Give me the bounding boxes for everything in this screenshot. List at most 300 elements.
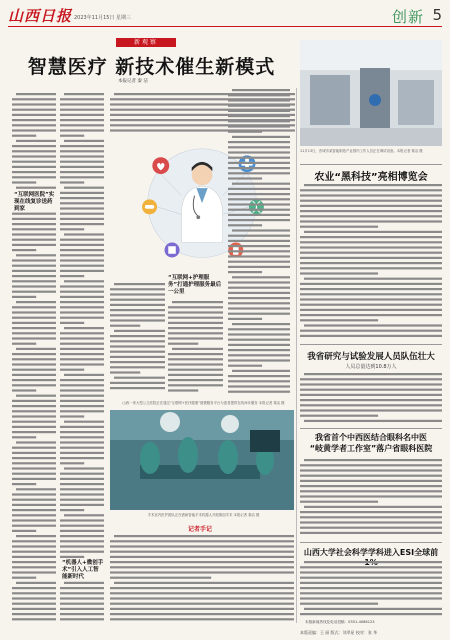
text-line [300, 485, 442, 487]
text-line [16, 535, 56, 537]
story-agri-tech-title: 农业“黑科技”亮相博览会 [314, 172, 428, 183]
text-line [60, 613, 104, 615]
text-line [12, 561, 56, 563]
text-line [60, 348, 104, 350]
text-line [64, 374, 104, 376]
text-line [12, 311, 56, 313]
text-line [12, 363, 56, 365]
text-line [228, 177, 262, 179]
text-line [228, 385, 290, 387]
text-line [304, 231, 442, 233]
body-text-lines [300, 183, 442, 338]
text-line [12, 228, 56, 230]
text-line [60, 452, 104, 454]
text-line [300, 577, 442, 579]
text-line [60, 457, 104, 459]
news-hotline: 本版新闻热线及电话投稿：0351-4086123 [305, 620, 375, 624]
text-line [12, 124, 56, 126]
text-line [12, 109, 56, 111]
text-line [60, 343, 104, 345]
text-line [110, 288, 165, 290]
text-line [12, 452, 56, 454]
text-line [110, 293, 165, 295]
text-line [228, 188, 290, 190]
pill-icon [142, 199, 157, 214]
text-line [12, 322, 56, 324]
text-line [12, 618, 56, 620]
text-line [228, 250, 290, 252]
text-line [110, 603, 294, 605]
text-line [300, 283, 442, 285]
subhead-nursing: “互联网+护理服务”打通护理服务最后一公里 [168, 275, 222, 295]
text-line [60, 249, 104, 251]
text-line [304, 184, 442, 186]
text-line [232, 136, 290, 138]
story-rd-staff-body [300, 372, 442, 424]
text-line [60, 369, 84, 371]
text-line [60, 109, 104, 111]
text-line [300, 200, 442, 202]
text-line [60, 535, 104, 537]
text-line [300, 383, 442, 385]
text-line [300, 257, 442, 259]
body-col-1 [12, 92, 56, 622]
text-line [12, 332, 56, 334]
text-line [16, 488, 56, 490]
text-line [300, 378, 442, 380]
text-line [12, 327, 56, 329]
text-line [12, 514, 56, 516]
text-line [228, 115, 290, 117]
text-line [300, 394, 442, 396]
text-line [60, 311, 104, 313]
text-line [228, 151, 290, 153]
text-line [228, 125, 290, 127]
text-line [12, 504, 56, 506]
text-line [228, 105, 290, 107]
text-line [228, 302, 290, 304]
text-line [168, 358, 223, 360]
body-text-lines [12, 92, 56, 622]
text-line [12, 597, 56, 599]
text-line [228, 131, 262, 133]
text-line [110, 597, 294, 599]
masthead [8, 5, 442, 27]
text-line [12, 587, 56, 589]
body-text-lines [300, 458, 442, 538]
text-line [168, 317, 223, 319]
text-line [114, 330, 165, 332]
text-line [228, 120, 290, 122]
text-line [60, 587, 104, 589]
text-line [60, 244, 104, 246]
text-line [228, 193, 290, 195]
text-line [110, 613, 294, 615]
text-line [304, 561, 442, 563]
text-line [60, 395, 104, 397]
text-line [12, 317, 56, 319]
text-line [60, 462, 84, 464]
section-name: 创新 [391, 8, 424, 26]
text-line [60, 129, 104, 131]
text-line [232, 229, 290, 231]
text-line [110, 577, 211, 579]
text-line [12, 135, 36, 137]
text-line [60, 436, 104, 438]
text-line [300, 210, 442, 212]
text-line [12, 285, 56, 287]
text-line [300, 469, 442, 471]
body-col-2 [60, 92, 104, 622]
text-line [110, 540, 294, 542]
text-line [300, 587, 442, 589]
text-line [12, 478, 56, 480]
text-line [12, 473, 56, 475]
editor-note-text [110, 534, 294, 624]
text-line [228, 245, 290, 247]
text-line [300, 521, 442, 523]
text-line [228, 162, 290, 164]
text-line [12, 540, 56, 542]
text-line [300, 480, 442, 482]
text-line [64, 140, 104, 142]
text-line [60, 493, 104, 495]
text-line [12, 155, 56, 157]
text-line [60, 98, 104, 100]
text-line [12, 374, 56, 376]
column-divider [296, 88, 297, 623]
text-line [12, 337, 56, 339]
text-line [12, 556, 56, 558]
story-esi-body [300, 560, 442, 616]
text-line [64, 233, 104, 235]
story-esi-title: 山西大学社会科学学科进入ESI全球前 [303, 548, 439, 557]
text-line [12, 161, 56, 163]
text-line [12, 483, 36, 485]
text-line [12, 467, 56, 469]
text-line [110, 571, 294, 573]
text-line [300, 464, 442, 466]
text-line [12, 296, 36, 298]
text-line [228, 349, 290, 351]
text-line [300, 490, 442, 492]
newspaper-logo: 山西日报 [8, 7, 73, 25]
text-line [228, 146, 290, 148]
text-line [110, 592, 294, 594]
text-line [12, 239, 56, 241]
text-line [64, 514, 104, 516]
text-line [304, 278, 442, 280]
text-line [60, 530, 104, 532]
text-line [300, 516, 442, 518]
story-divider [300, 542, 442, 543]
text-line [60, 192, 104, 194]
text-line [60, 213, 104, 215]
text-line [300, 495, 442, 497]
text-line [60, 358, 104, 360]
body-text-lines [110, 282, 165, 392]
text-line [300, 205, 442, 207]
text-line [60, 618, 104, 620]
text-line [60, 389, 104, 391]
text-line [12, 592, 56, 594]
text-line [16, 441, 56, 443]
text-line [16, 254, 56, 256]
text-line [228, 359, 290, 361]
text-line [228, 287, 290, 289]
text-line [228, 203, 290, 205]
text-line [300, 309, 442, 311]
text-line [16, 395, 56, 397]
text-line [60, 525, 104, 527]
text-line [228, 261, 290, 263]
text-line [12, 613, 56, 615]
text-line [232, 276, 290, 278]
text-line [228, 391, 290, 393]
text-line [110, 361, 165, 363]
text-line [110, 587, 294, 589]
text-line [60, 519, 104, 521]
text-line [300, 288, 442, 290]
text-line [110, 618, 294, 620]
text-line [300, 241, 442, 243]
text-line [228, 157, 290, 159]
text-line [232, 89, 290, 91]
text-line [60, 103, 104, 105]
text-line [64, 467, 104, 469]
text-line [60, 150, 104, 152]
text-line [60, 306, 104, 308]
text-line [64, 280, 104, 282]
text-line [228, 219, 290, 221]
text-line [60, 202, 104, 204]
text-line [12, 119, 56, 121]
text-line [300, 236, 442, 238]
text-line [228, 318, 262, 320]
story-eye-clinic-title-1: 我省首个中西医结合眼科名中医 [315, 433, 427, 442]
illustration-caption: 山西一家大型公立医院正在通过“互联网+医疗健康”便捷服务平台为患者提供在线问诊服务 本报记者 秦洁 摄 [122, 401, 285, 405]
text-line [12, 103, 56, 105]
text-line [12, 218, 56, 220]
text-line [60, 431, 104, 433]
text-line [60, 556, 84, 558]
text-line [60, 603, 104, 605]
surgery-photo-caption: 手术室内医护团队正在借助智能手术机器人开展微创手术 本报记者 秦洁 摄 [147, 513, 260, 517]
text-line [110, 325, 140, 327]
text-line [12, 306, 56, 308]
text-line [12, 150, 56, 152]
main-byline: 本报记者 秦 洁 [118, 79, 148, 84]
text-line [12, 405, 56, 407]
subhead-robot-surgery: “机器人+微创手术”引入人工智能新时代 [62, 560, 104, 580]
text-line [12, 410, 56, 412]
text-line [12, 603, 56, 605]
text-line [12, 379, 56, 381]
text-line [110, 299, 165, 301]
text-line [12, 421, 56, 423]
text-line [12, 431, 56, 433]
story-eye-clinic-body [300, 458, 442, 538]
text-line [60, 218, 104, 220]
story-divider [300, 344, 442, 345]
body-col-5 [168, 300, 223, 392]
text-line [64, 421, 104, 423]
text-line [60, 509, 84, 511]
text-line [60, 207, 104, 209]
text-line [228, 214, 290, 216]
text-line [110, 608, 294, 610]
body-text-lines [110, 534, 294, 624]
text-line [60, 155, 104, 157]
text-line [60, 597, 104, 599]
text-line [60, 259, 104, 261]
text-line [114, 535, 294, 537]
editor-note-title: 记者手记 [187, 526, 212, 533]
text-line [304, 373, 442, 375]
text-line [60, 545, 104, 547]
text-line [228, 172, 290, 174]
text-line [12, 129, 56, 131]
page-number: 5 [432, 6, 442, 24]
text-line [110, 304, 165, 306]
hospital-icon [165, 243, 180, 258]
text-line [110, 551, 294, 553]
text-line [12, 415, 56, 417]
text-line [60, 353, 104, 355]
text-line [12, 519, 56, 521]
text-line [12, 291, 56, 293]
surgery-photo [110, 410, 294, 510]
text-line [228, 240, 290, 242]
text-line [228, 99, 290, 101]
text-line [300, 226, 378, 228]
text-line [12, 462, 56, 464]
text-line [12, 551, 56, 553]
text-line [60, 176, 104, 178]
text-line [228, 328, 290, 330]
text-line [60, 254, 104, 256]
text-line [60, 265, 104, 267]
text-line [60, 478, 104, 480]
text-line [228, 141, 290, 143]
text-line [228, 354, 290, 356]
text-line [110, 314, 165, 316]
text-line [168, 379, 223, 381]
text-line [168, 353, 223, 355]
text-line [110, 556, 294, 558]
text-line [110, 382, 165, 384]
text-line [300, 335, 442, 337]
body-text-lines [228, 88, 290, 393]
text-line [228, 224, 262, 226]
text-line [110, 387, 165, 389]
text-line [168, 374, 223, 376]
issue-date: 2023年11月15日 星期三 [74, 15, 132, 21]
text-line [300, 582, 442, 584]
text-line [12, 436, 36, 438]
text-line [300, 252, 442, 254]
text-line [60, 181, 84, 183]
text-line [228, 375, 290, 377]
text-line [228, 94, 290, 96]
text-line [114, 283, 165, 285]
text-line [300, 304, 442, 306]
body-col-4 [110, 282, 165, 392]
text-line [300, 272, 378, 274]
text-line [110, 345, 165, 347]
text-line [228, 380, 290, 382]
text-line [300, 399, 442, 401]
text-line [168, 327, 223, 329]
text-line [60, 426, 104, 428]
text-line [300, 597, 442, 599]
story-divider [300, 164, 442, 165]
text-line [60, 161, 104, 163]
text-line [110, 356, 165, 358]
text-line [304, 459, 442, 461]
text-line [228, 198, 290, 200]
text-line [300, 566, 442, 568]
text-line [12, 176, 56, 178]
text-line [110, 561, 294, 563]
page-credits: 本版责编：王 丽 版式：刘翠星 校对：张 华 [300, 630, 378, 635]
text-line [12, 343, 36, 345]
text-line [60, 400, 104, 402]
text-line [300, 409, 442, 411]
text-line [12, 389, 36, 391]
text-line [16, 301, 56, 303]
text-line [300, 194, 442, 196]
text-line [168, 343, 198, 345]
text-line [228, 271, 262, 273]
body-text-lines [300, 560, 442, 616]
text-line [300, 404, 442, 406]
text-line [12, 275, 56, 277]
text-line [12, 280, 56, 282]
text-line [110, 309, 165, 311]
text-line [168, 332, 223, 334]
text-line [110, 366, 165, 368]
text-line [12, 244, 56, 246]
text-line [300, 293, 442, 295]
text-line [12, 114, 56, 116]
text-line [228, 235, 290, 237]
body-text-lines [60, 92, 104, 622]
body-text-lines [300, 372, 442, 424]
text-line [232, 370, 290, 372]
text-line [228, 365, 262, 367]
text-line [300, 215, 442, 217]
text-line [168, 363, 223, 365]
text-line [110, 319, 165, 321]
story-eye-clinic-title-2: “岐黄学者工作室”落户省眼科医院 [309, 444, 433, 453]
column-tag: 新观察 [116, 38, 176, 47]
text-line [16, 187, 56, 189]
story-rd-staff-title: 我省研究与试验发展人员队伍壮大 [307, 352, 435, 362]
text-line [232, 183, 290, 185]
text-line [12, 181, 36, 183]
text-line [300, 475, 442, 477]
text-line [12, 145, 56, 147]
text-line [60, 608, 104, 610]
text-line [16, 582, 56, 584]
text-line [60, 296, 104, 298]
text-line [12, 265, 56, 267]
body-text-lines [168, 300, 223, 392]
text-line [300, 319, 378, 321]
text-line [60, 317, 104, 319]
text-line [300, 532, 442, 534]
